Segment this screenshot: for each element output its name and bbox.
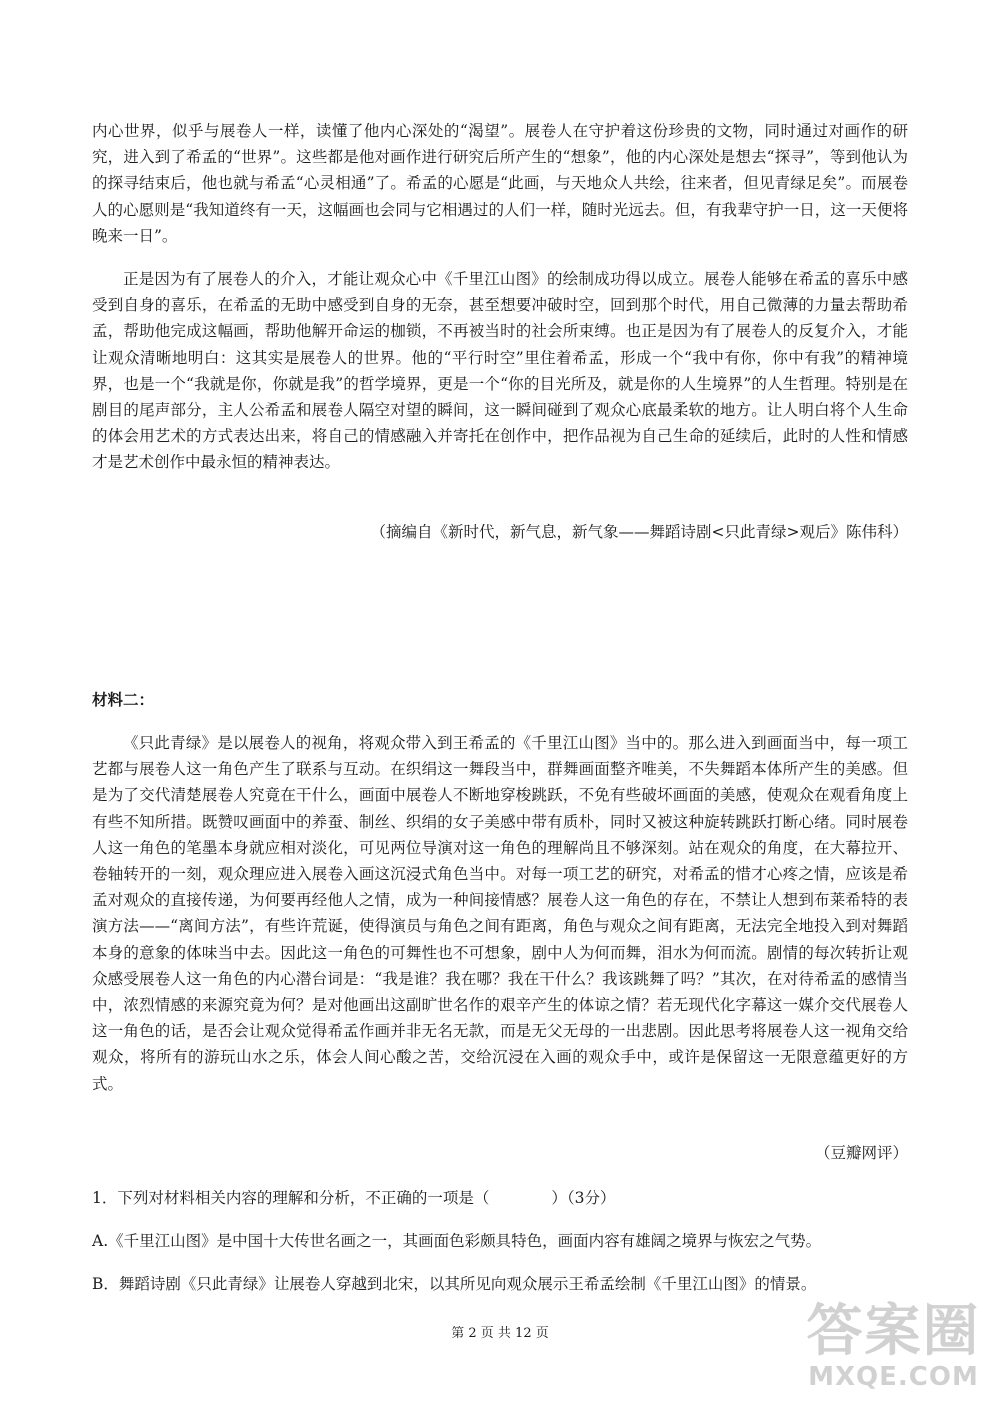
page-footer: 第 2 页 共 12 页 [451,1326,549,1341]
watermark-line-2: MXQE.COM [808,1362,979,1392]
material2-paragraph: 《只此青绿》是以展卷人的视角，将观众带入到王希孟的《千里江山图》当中的。那么进入到画面当中，每一项工艺都与展卷人这一角色产生了联系与互动。在织绢这一舞段当中，群舞画面整齐唯美，不失舞蹈本体所产生的美感。但是为了交代清楚展卷人究竟在干什么，画面中展卷人不断地穿梭跳跃，不免有些破坏画面的美感，使观众在观看角度上有些不知所措。既赞叹画面中的养蚕、制丝、织绢的女子美感中带有质朴，同时又被这种旋转跳跃打断心绪。同时展卷人这一角色的笔墨本身就应相对淡化，可见两位导演对这一角色的理解尚且不够深刻。站在观众的角度，在大幕拉开、卷轴转开的一刻，观众理应进入展卷入画这沉浸式角色当中。对每一项工艺的研究，对希孟的惜才心疼之情，应该是希孟对观众的直接传递，为何要再经他人之情，成为一种间接情感？展卷人这一角色的存在，不禁让人想到布莱希特的表演方法——“离间方法”，有些许荒诞，使得演员与角色之间有距离，角色与观众之间有距离，无法完全地投入到对舞蹈本身的意象的体味当中去。因此这一角色的可舞性也不可想象，剧中人为何而舞，泪水为何而流。剧情的每次转折让观众感受展卷人这一角色的内心潜台词是：“我是谁？我在哪？我在干什么？我该跳舞了吗？”其次，在对待希孟的感情当中，浓烈情感的来源究竟为何？是对他画出这副旷世名作的艰辛产生的体谅之情？若无现代化字幕这一媒介交代展卷人这一角色的话，是否会让观众觉得希孟作画并非无名无款，而是无父无母的一出悲剧。因此思考将展卷人这一视角交给观众，将所有的游玩山水之乐，体会人间心酸之苦，交给沉浸在入画的观众手中，或许是保留这一无限意蕴更好的方式。 [92,734,908,1093]
question-1-option-a: A.《千里江山图》是中国十大传世名画之一，其画面色彩颇具特色，画面内容有雄阔之境界与恢宏之气势。 [92,1232,822,1250]
watermark-logo [801,1299,986,1402]
material1-source: （摘编自《新时代，新气息，新气象——舞蹈诗剧<只此青绿>观后》陈伟科） [370,523,908,541]
material1-paragraph-continued: 内心世界，似乎与展卷人一样，读懂了他内心深处的“渴望”。展卷人在守护着这份珍贵的文物，同时通过对画作的研究，进入到了希孟的“世界”。这些都是他对画作进行研究后所产生的“想象”，他的内心深处是想去“探寻”，等到他认为的探寻结束后，他也就与希孟“心灵相通”了。希孟的心愿是“此画，与天地众人共绘，往来者，但见青绿足矣”。而展卷人的心愿则是“我知道终有一天，这幅画也会同与它相遇过的人们一样，随时光远去。但，有我辈守护一日，这一天便将晚来一日”。 [92,122,908,245]
watermark-line-1: 答案圈 [806,1299,981,1364]
material1-paragraph-2: 正是因为有了展卷人的介入，才能让观众心中《千里江山图》的绘制成功得以成立。展卷人能够在希孟的喜乐中感受到自身的喜乐，在希孟的无助中感受到自身的无奈，甚至想要冲破时空，回到那个时代，用自己微薄的力量去帮助希孟，帮助他完成这幅画，帮助他解开命运的枷锁，不再被当时的社会所束缚。也正是因为有了展卷人的反复介入，才能让观众清晰地明白：这其实是展卷人的世界。他的“平行时空”里住着希孟，形成一个“我中有你，你中有我”的精神境界，也是一个“我就是你，你就是我”的哲学境界，更是一个“你的目光所及，就是你的人生境界”的人生哲理。特别是在剧目的尾声部分，主人公希孟和展卷人隔空对望的瞬间，这一瞬间碰到了观众心底最柔软的地方。让人明白将个人生命的体会用艺术的方式表达出来，将自己的情感融入并寄托在创作中，把作品视为自己生命的延续后，此时的人性和情感才是艺术创作中最永恒的精神表达。 [92,270,908,472]
question-1-stem: 1．下列对材料相关内容的理解和分析，不正确的一项是（ ）（3分） [92,1189,616,1207]
question-1-option-b: B．舞蹈诗剧《只此青绿》让展卷人穿越到北宋，以其所见向观众展示王希孟绘制《千里江山图》的情景。 [92,1275,817,1293]
material2-heading: 材料二： [92,691,155,709]
material2-source: （豆瓣网评） [814,1144,908,1162]
